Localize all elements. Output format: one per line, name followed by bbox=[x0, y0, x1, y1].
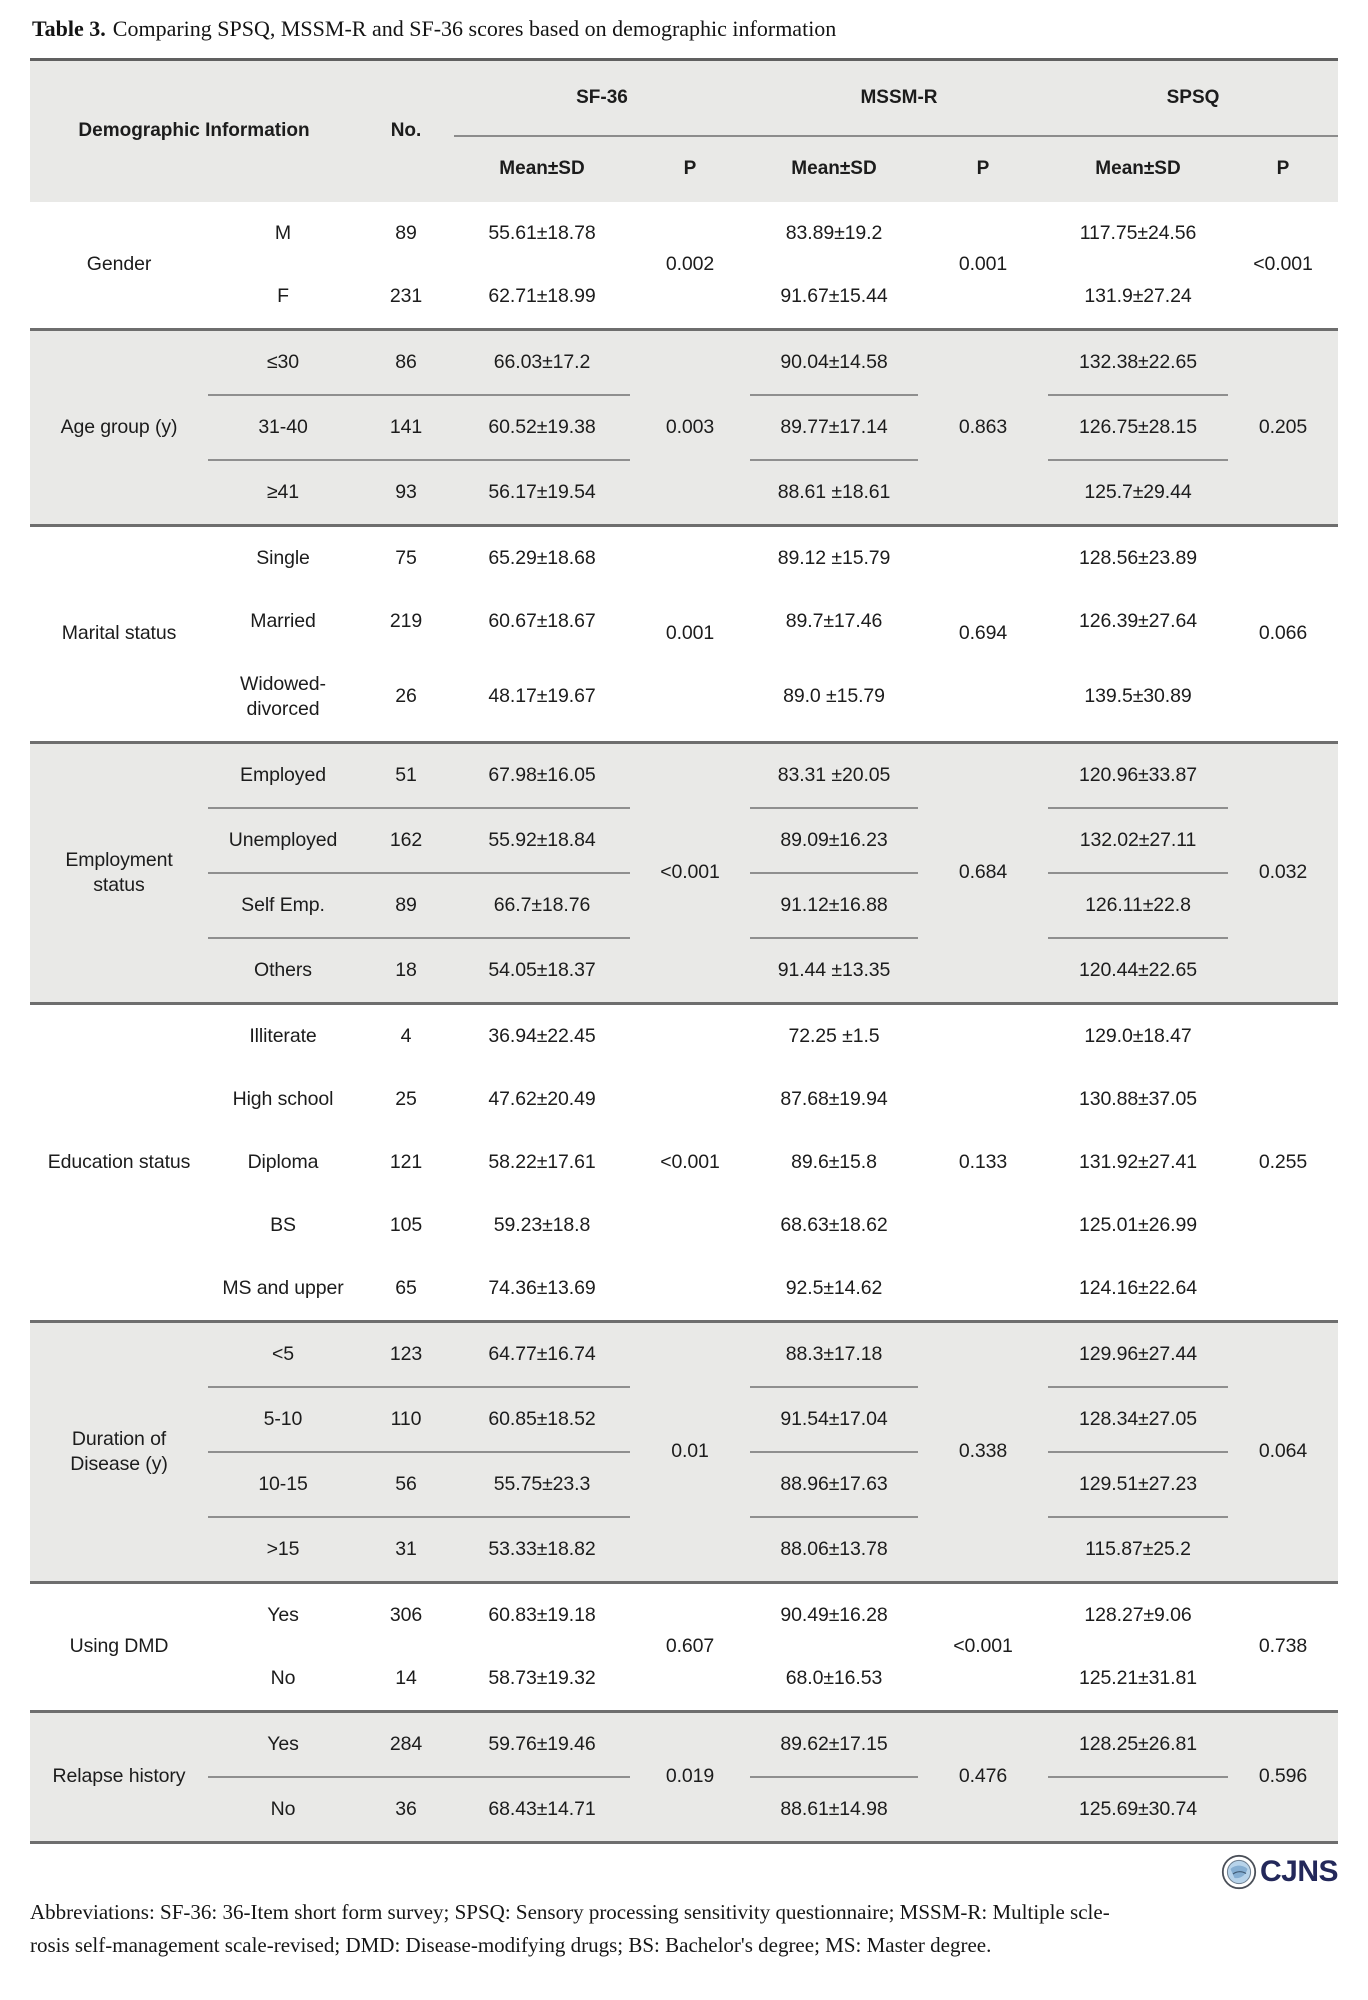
table-header bbox=[30, 60, 1338, 202]
sf36-mean-sd-value: 58.73±19.32 bbox=[488, 1666, 596, 1689]
category-label: Education status bbox=[47, 1150, 191, 1173]
count-value: 89 bbox=[395, 221, 417, 244]
header-mean-sd-sf36: Mean±SD bbox=[454, 136, 630, 202]
subcategory-label: Single bbox=[256, 546, 310, 569]
count-value: 123 bbox=[358, 1321, 454, 1387]
subcategory-label: Diploma bbox=[247, 1150, 319, 1173]
table-section-7 bbox=[30, 1711, 1338, 1842]
spsq-mean-sd-value: 128.34±27.05 bbox=[1048, 1387, 1228, 1452]
count-value: 36 bbox=[358, 1777, 454, 1843]
mssm-r-mean-sd-value: 68.63±18.62 bbox=[780, 1213, 888, 1236]
count-value: 162 bbox=[358, 808, 454, 873]
table-section-3 bbox=[30, 742, 1338, 1003]
count-value: 219 bbox=[389, 609, 423, 632]
sf36-mean-sd-value: 74.36±13.69 bbox=[488, 1276, 596, 1299]
table-row bbox=[30, 525, 1338, 590]
table-section-6 bbox=[30, 1582, 1338, 1711]
spsq-mean-sd-value: 128.27±9.06 bbox=[1084, 1603, 1192, 1626]
table-row bbox=[30, 1582, 1338, 1647]
sf36-p-value: 0.019 bbox=[630, 1711, 750, 1842]
spsq-mean-sd-value: 132.02±27.11 bbox=[1048, 808, 1228, 873]
subcategory-label: Yes bbox=[267, 1603, 299, 1626]
table-section-2 bbox=[30, 525, 1338, 742]
table-section-0 bbox=[30, 202, 1338, 330]
spsq-mean-sd-value: 125.69±30.74 bbox=[1048, 1777, 1228, 1843]
spsq-mean-sd-value: 129.0±18.47 bbox=[1084, 1024, 1192, 1047]
count-value: 284 bbox=[358, 1711, 454, 1777]
spsq-p-value: <0.001 bbox=[1253, 253, 1313, 275]
demographics-table bbox=[30, 58, 1338, 1844]
count-value: 231 bbox=[389, 284, 423, 307]
mssm-r-mean-sd-value: 72.25 ±1.5 bbox=[788, 1024, 880, 1047]
spsq-p-value: 0.032 bbox=[1228, 742, 1338, 1003]
category-label: Relapse history bbox=[30, 1711, 208, 1842]
subcategory-label: MS and upper bbox=[222, 1276, 344, 1299]
header-mean-sd-mssm-r: Mean±SD bbox=[750, 136, 918, 202]
mssm-r-mean-sd-value: 88.06±13.78 bbox=[750, 1517, 918, 1583]
count-value: 56 bbox=[358, 1452, 454, 1517]
sf36-p-value: <0.001 bbox=[630, 742, 750, 1003]
mssm-r-mean-sd-value: 89.0 ±15.79 bbox=[783, 685, 885, 707]
category-label: Employment status bbox=[30, 742, 208, 1003]
mssm-r-mean-sd-value: 89.62±17.15 bbox=[750, 1711, 918, 1777]
sf36-mean-sd-value: 60.52±19.38 bbox=[454, 395, 630, 460]
table-section-1 bbox=[30, 329, 1338, 525]
count-value: 25 bbox=[395, 1087, 417, 1110]
mssm-r-mean-sd-value: 91.44 ±13.35 bbox=[750, 938, 918, 1004]
sf36-mean-sd-value: 65.29±18.68 bbox=[488, 546, 596, 569]
subcategory-label: Self Emp. bbox=[208, 873, 358, 938]
spsq-mean-sd-value: 120.96±33.87 bbox=[1048, 742, 1228, 808]
table-section-5 bbox=[30, 1321, 1338, 1582]
mssm-r-mean-sd-value: 83.89±19.2 bbox=[785, 221, 883, 244]
subcategory-label: Others bbox=[208, 938, 358, 1004]
table-section-4 bbox=[30, 1003, 1338, 1321]
sf36-mean-sd-value: 55.92±18.84 bbox=[454, 808, 630, 873]
subcategory-label: M bbox=[274, 221, 292, 244]
spsq-mean-sd-value: 125.01±26.99 bbox=[1079, 1213, 1197, 1236]
sf36-p-value: 0.003 bbox=[630, 329, 750, 525]
mssm-r-p-value: 0.133 bbox=[958, 1150, 1008, 1173]
subcategory-label: Widowed-divorced bbox=[240, 672, 326, 720]
spsq-p-value: 0.255 bbox=[1258, 1150, 1308, 1173]
count-value: 4 bbox=[400, 1024, 412, 1047]
sf36-mean-sd-value: 47.62±20.49 bbox=[488, 1087, 596, 1110]
spsq-mean-sd-value: 125.7±29.44 bbox=[1048, 460, 1228, 526]
table-number: Table 3. bbox=[32, 16, 106, 41]
footnote-line-2: rosis self-management scale-revised; DMD: Disease-modifying drugs; BS: Bachelor's degree; MS: Master degree. bbox=[30, 1932, 992, 1957]
mssm-r-mean-sd-value: 87.68±19.94 bbox=[780, 1087, 888, 1110]
sf36-mean-sd-value: 36.94±22.45 bbox=[488, 1024, 596, 1047]
spsq-mean-sd-value: 115.87±25.2 bbox=[1048, 1517, 1228, 1583]
mssm-r-mean-sd-value: 88.61 ±18.61 bbox=[750, 460, 918, 526]
spsq-mean-sd-value: 124.16±22.64 bbox=[1079, 1276, 1197, 1299]
sf36-p-value: 0.001 bbox=[665, 622, 715, 644]
globe-seal-icon bbox=[1221, 1854, 1257, 1890]
mssm-r-mean-sd-value: 89.77±17.14 bbox=[750, 395, 918, 460]
subcategory-label: 5-10 bbox=[208, 1387, 358, 1452]
count-value: 89 bbox=[358, 873, 454, 938]
sf36-mean-sd-value: 59.76±19.46 bbox=[454, 1711, 630, 1777]
sf36-mean-sd-value: 53.33±18.82 bbox=[454, 1517, 630, 1583]
category-label: Age group (y) bbox=[30, 329, 208, 525]
footnote-abbreviations bbox=[30, 1896, 1338, 1962]
sf36-p-value: 0.002 bbox=[665, 253, 715, 275]
spsq-mean-sd-value: 130.88±37.05 bbox=[1079, 1087, 1197, 1110]
spsq-p-value: 0.205 bbox=[1228, 329, 1338, 525]
subcategory-label: Married bbox=[250, 609, 316, 632]
spsq-mean-sd-value: 139.5±30.89 bbox=[1084, 685, 1192, 707]
header-group-mssm-r: MSSM-R bbox=[750, 60, 1048, 136]
table-row bbox=[30, 742, 1338, 808]
sf36-p-value: 0.607 bbox=[665, 1635, 715, 1657]
subcategory-label: Illiterate bbox=[249, 1024, 317, 1047]
sf36-mean-sd-value: 68.43±14.71 bbox=[454, 1777, 630, 1843]
spsq-mean-sd-value: 126.11±22.8 bbox=[1048, 873, 1228, 938]
header-p-mssm-r: P bbox=[918, 136, 1048, 202]
subcategory-label: <5 bbox=[208, 1321, 358, 1387]
count-value: 86 bbox=[358, 329, 454, 395]
spsq-p-value: 0.066 bbox=[1258, 622, 1308, 644]
sf36-mean-sd-value: 60.67±18.67 bbox=[488, 609, 596, 632]
table-row bbox=[30, 1321, 1338, 1387]
spsq-mean-sd-value: 117.75±24.56 bbox=[1079, 221, 1197, 244]
header-group-sf36: SF-36 bbox=[454, 60, 750, 136]
header-group-spsq: SPSQ bbox=[1048, 60, 1338, 136]
sf36-mean-sd-value: 48.17±19.67 bbox=[488, 685, 596, 707]
header-group-row bbox=[30, 60, 1338, 136]
mssm-r-p-value: 0.694 bbox=[958, 622, 1008, 644]
header-p-sf36: P bbox=[630, 136, 750, 202]
count-value: 110 bbox=[358, 1387, 454, 1452]
sf36-mean-sd-value: 60.83±19.18 bbox=[488, 1603, 596, 1626]
category-label: Marital status bbox=[61, 622, 177, 644]
subcategory-label: High school bbox=[232, 1087, 334, 1110]
subcategory-label: Yes bbox=[208, 1711, 358, 1777]
mssm-r-mean-sd-value: 91.67±15.44 bbox=[780, 284, 888, 307]
subcategory-label: ≥41 bbox=[208, 460, 358, 526]
category-label: Gender bbox=[86, 253, 152, 275]
count-value: 141 bbox=[358, 395, 454, 460]
count-value: 306 bbox=[389, 1603, 423, 1626]
table-row bbox=[30, 329, 1338, 395]
mssm-r-p-value: <0.001 bbox=[953, 1635, 1013, 1657]
mssm-r-mean-sd-value: 89.6±15.8 bbox=[791, 1150, 877, 1173]
spsq-p-value: 0.064 bbox=[1228, 1321, 1338, 1582]
count-value: 14 bbox=[395, 1666, 417, 1689]
table-row bbox=[30, 202, 1338, 265]
table-caption: Comparing SPSQ, MSSM-R and SF-36 scores based on demographic information bbox=[112, 16, 837, 41]
sf36-mean-sd-value: 60.85±18.52 bbox=[454, 1387, 630, 1452]
spsq-mean-sd-value: 129.51±27.23 bbox=[1048, 1452, 1228, 1517]
sf36-mean-sd-value: 67.98±16.05 bbox=[454, 742, 630, 808]
spsq-p-value: 0.738 bbox=[1258, 1635, 1308, 1657]
mssm-r-p-value: 0.476 bbox=[918, 1711, 1048, 1842]
subcategory-label: ≤30 bbox=[208, 329, 358, 395]
spsq-mean-sd-value: 131.92±27.41 bbox=[1079, 1150, 1197, 1173]
sf36-mean-sd-value: 58.22±17.61 bbox=[488, 1150, 596, 1173]
table-row bbox=[30, 1711, 1338, 1777]
count-value: 18 bbox=[358, 938, 454, 1004]
count-value: 65 bbox=[395, 1276, 417, 1299]
count-value: 105 bbox=[389, 1213, 423, 1236]
subcategory-label: 10-15 bbox=[208, 1452, 358, 1517]
header-demographic-information: Demographic Information bbox=[30, 60, 358, 202]
sf36-mean-sd-value: 55.75±23.3 bbox=[454, 1452, 630, 1517]
sf36-mean-sd-value: 55.61±18.78 bbox=[488, 221, 596, 244]
sf36-mean-sd-value: 62.71±18.99 bbox=[488, 284, 596, 307]
spsq-mean-sd-value: 128.25±26.81 bbox=[1048, 1711, 1228, 1777]
sf36-mean-sd-value: 66.7±18.76 bbox=[454, 873, 630, 938]
count-value: 75 bbox=[395, 546, 417, 569]
page-title bbox=[32, 16, 1338, 42]
spsq-mean-sd-value: 126.75±28.15 bbox=[1048, 395, 1228, 460]
sf36-mean-sd-value: 66.03±17.2 bbox=[454, 329, 630, 395]
mssm-r-mean-sd-value: 90.49±16.28 bbox=[780, 1603, 888, 1626]
mssm-r-mean-sd-value: 89.12 ±15.79 bbox=[777, 546, 891, 569]
journal-logo-text: CJNS bbox=[1259, 1854, 1338, 1888]
spsq-p-value: 0.596 bbox=[1228, 1711, 1338, 1842]
mssm-r-mean-sd-value: 90.04±14.58 bbox=[750, 329, 918, 395]
mssm-r-mean-sd-value: 91.54±17.04 bbox=[750, 1387, 918, 1452]
spsq-mean-sd-value: 129.96±27.44 bbox=[1048, 1321, 1228, 1387]
mssm-r-mean-sd-value: 89.7±17.46 bbox=[785, 609, 883, 632]
mssm-r-mean-sd-value: 88.61±14.98 bbox=[750, 1777, 918, 1843]
spsq-mean-sd-value: 132.38±22.65 bbox=[1048, 329, 1228, 395]
journal-logo bbox=[30, 1852, 1338, 1892]
table-row bbox=[30, 1003, 1338, 1068]
footnote-line-1: Abbreviations: SF-36: 36-Item short form survey; SPSQ: Sensory processing sensitivity questionnaire; MSSM-R: Multiple scle- bbox=[30, 1899, 1110, 1924]
mssm-r-mean-sd-value: 88.96±17.63 bbox=[750, 1452, 918, 1517]
count-value: 31 bbox=[358, 1517, 454, 1583]
mssm-r-p-value: 0.338 bbox=[918, 1321, 1048, 1582]
spsq-mean-sd-value: 120.44±22.65 bbox=[1048, 938, 1228, 1004]
category-label: Duration of Disease (y) bbox=[30, 1321, 208, 1582]
mssm-r-mean-sd-value: 83.31 ±20.05 bbox=[750, 742, 918, 808]
count-value: 51 bbox=[358, 742, 454, 808]
mssm-r-mean-sd-value: 68.0±16.53 bbox=[785, 1666, 883, 1689]
subcategory-label: Unemployed bbox=[208, 808, 358, 873]
sf36-mean-sd-value: 64.77±16.74 bbox=[454, 1321, 630, 1387]
count-value: 93 bbox=[358, 460, 454, 526]
sf36-mean-sd-value: 59.23±18.8 bbox=[493, 1213, 591, 1236]
subcategory-label: BS bbox=[270, 1213, 296, 1236]
mssm-r-p-value: 0.001 bbox=[958, 253, 1008, 275]
subcategory-label: >15 bbox=[208, 1517, 358, 1583]
spsq-mean-sd-value: 126.39±27.64 bbox=[1079, 609, 1197, 632]
count-value: 121 bbox=[389, 1150, 423, 1173]
table-footer bbox=[30, 1852, 1338, 1962]
sf36-p-value: <0.001 bbox=[660, 1150, 720, 1173]
spsq-mean-sd-value: 125.21±31.81 bbox=[1079, 1666, 1197, 1689]
sf36-mean-sd-value: 54.05±18.37 bbox=[454, 938, 630, 1004]
category-label: Using DMD bbox=[69, 1635, 169, 1657]
subcategory-label: No bbox=[270, 1666, 296, 1689]
header-mean-sd-spsq: Mean±SD bbox=[1048, 136, 1228, 202]
mssm-r-mean-sd-value: 88.3±17.18 bbox=[750, 1321, 918, 1387]
spsq-mean-sd-value: 131.9±27.24 bbox=[1084, 284, 1192, 307]
header-p-spsq: P bbox=[1228, 136, 1338, 202]
mssm-r-mean-sd-value: 92.5±14.62 bbox=[785, 1276, 883, 1299]
mssm-r-p-value: 0.863 bbox=[918, 329, 1048, 525]
header-no: No. bbox=[358, 60, 454, 202]
subcategory-label: No bbox=[208, 1777, 358, 1843]
mssm-r-mean-sd-value: 91.12±16.88 bbox=[750, 873, 918, 938]
subcategory-label: F bbox=[277, 284, 289, 307]
count-value: 26 bbox=[395, 685, 417, 707]
subcategory-label: 31-40 bbox=[208, 395, 358, 460]
mssm-r-p-value: 0.684 bbox=[918, 742, 1048, 1003]
mssm-r-mean-sd-value: 89.09±16.23 bbox=[750, 808, 918, 873]
spsq-mean-sd-value: 128.56±23.89 bbox=[1079, 546, 1197, 569]
sf36-p-value: 0.01 bbox=[630, 1321, 750, 1582]
subcategory-label: Employed bbox=[208, 742, 358, 808]
sf36-mean-sd-value: 56.17±19.54 bbox=[454, 460, 630, 526]
